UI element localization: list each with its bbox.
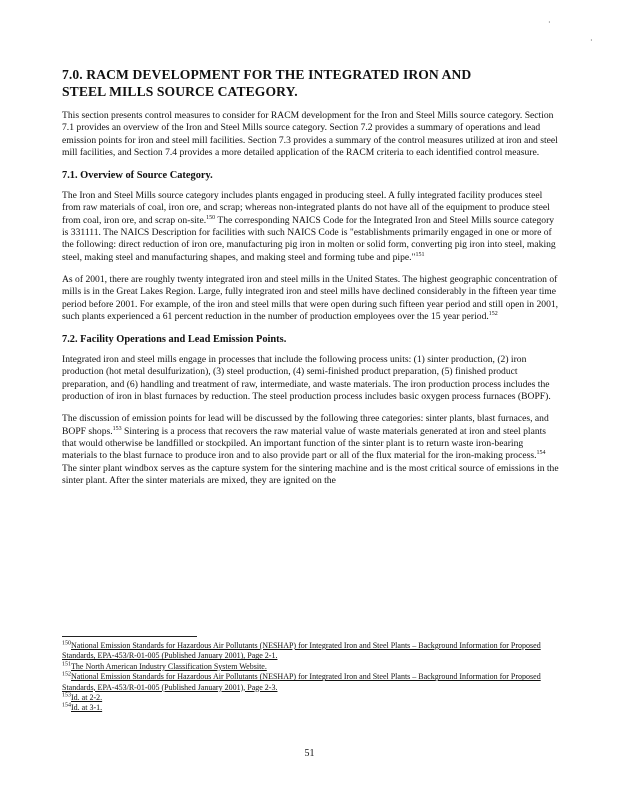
footnote-151: [62, 662, 559, 672]
operations-text-b: Sintering is a process that recovers the raw material value of waste materials generated at iron and steel plants that would otherwise be landfilled or stockpiled. An important function of the sinter plant is to return waste iron-bearing materials to the blast furnace to produce iron and to also provide part or all of the flux material for the iron-making process.: [62, 425, 547, 462]
section-heading-line1: 7.0. RACM DEVELOPMENT FOR THE INTEGRATED IRON AND: [62, 67, 472, 82]
footnote-number: 154: [62, 702, 71, 709]
footnote-ref: 153: [112, 425, 122, 432]
footnotes: [62, 641, 559, 714]
footnote-150: [62, 641, 559, 662]
footnote-154: [62, 703, 559, 713]
scan-mark: ·: [590, 36, 593, 45]
footnote-text: National Emission Standards for Hazardous Air Pollutants (NESHAP) for Integrated Iron and Steel Plants – Background Information for Proposed Standards, EPA-453/R-01-005 (Published January 2001), Page 2-3.: [62, 672, 541, 692]
section-heading: [62, 66, 559, 100]
subsection-heading-7-2: 7.2. Facility Operations and Lead Emission Points.: [62, 334, 287, 346]
page-body: [62, 66, 559, 497]
footnote-152: [62, 672, 559, 693]
footnote-number: 152: [62, 671, 71, 678]
page-number: 51: [304, 748, 315, 759]
footnote-153: [62, 693, 559, 703]
intro-paragraph: This section presents control measures to consider for RACM development for the Iron and Steel Mills source category. Section 7.1 provides an overview of the Iron and Steel Mills source category. Section 7.2 provides a summary of operations and lead emission points for iron and steel mill facilities. Section 7.3 provides a summary of the control measures utilized at iron and steel mill facilities, and Section 7.4 provides a more detailed application of the RACM criteria to each identified control measure.: [62, 110, 558, 158]
operations-paragraph-1: Integrated iron and steel mills engage in processes that include the following process units: (1) sinter production, (2) iron production (hot metal desulfurization), (3) steel production, (4) semi-finished product preparation, (5) finished product preparation, and (6) handling and treatment of raw, intermediate, and waste materials. The iron production process includes the production of iron in blast furnaces by reduction. The steel production process includes basic oxygen process furnaces (BOPF).: [62, 354, 551, 403]
operations-text-a: The discussion of emission points for lead will be discussed by the following three categories: sinter plants, blast furnaces, and BOPF shops.: [62, 413, 549, 437]
operations-paragraph-3: The sinter plant windbox serves as the capture system for the sintering machine and is the most critical source of emissions in the sinter plant. After the sinter materials are mixed, they are ignited on the: [62, 462, 559, 486]
footnote-text: The North American Industry Classification System Website.: [71, 661, 267, 671]
overview-paragraph-2: [62, 274, 559, 323]
footnote-ref: 150: [206, 214, 216, 221]
footnote-ref: 152: [488, 310, 498, 317]
subsection-heading-7-1: 7.1. Overview of Source Category.: [62, 170, 213, 182]
section-heading-line2: STEEL MILLS SOURCE CATEGORY.: [62, 84, 298, 99]
overview-text-a: The Iron and Steel Mills source category includes plants engaged in producing steel. A fully integrated facility produces steel from raw materials of coal, iron ore, and scrap; whereas non-integrated plants do not have all of the equipment to produce steel from coal, iron ore, and scrap on-site.: [62, 190, 550, 226]
overview-text-b: The corresponding NAICS Code for the Integrated Iron and Steel Mills source category is 331111. The NAICS Description for facilities with such NAICS Code is "establishments primarily engaged in one or more of the following: direct reduction of iron ore, manufacturing pig iron in molten or solid form, converting pig iron into steel, making steel, making steel and manufacturing shapes, and making steel and forming tube and pipe.": [62, 214, 556, 263]
scan-mark: ·: [548, 18, 551, 27]
overview-text-c: As of 2001, there are roughly twenty integrated iron and steel mills in the United States. The highest geographic concentration of mills is in the Great Lakes Region. Large, fully integrated iron and steel mills have declined considerably in the fifteen year time period before 2001. For example, of the iron and steel mills that were open during such fifteen year period and still open in 2001, such plants experienced a 61 percent reduction in the number of production employees over the 15 year period.: [62, 273, 559, 322]
footnote-text: National Emission Standards for Hazardous Air Pollutants (NESHAP) for Integrated Iron and Steel Plants – Background Information for Proposed Standards, EPA-453/R-01-005 (Published January 2001), Page 2-1.: [62, 641, 541, 661]
footnote-text: Id. at 2-2.: [71, 693, 103, 703]
overview-paragraph-1: [62, 190, 559, 264]
footnote-number: 150: [62, 640, 71, 647]
footnote-number: 151: [62, 661, 71, 668]
footnote-ref: 151: [415, 251, 425, 258]
footnote-divider: [62, 636, 197, 637]
footnote-text: Id. at 3-1.: [71, 703, 103, 713]
footnote-number: 153: [62, 692, 71, 699]
footnote-ref: 154: [536, 450, 546, 457]
operations-paragraph-2: [62, 413, 559, 462]
